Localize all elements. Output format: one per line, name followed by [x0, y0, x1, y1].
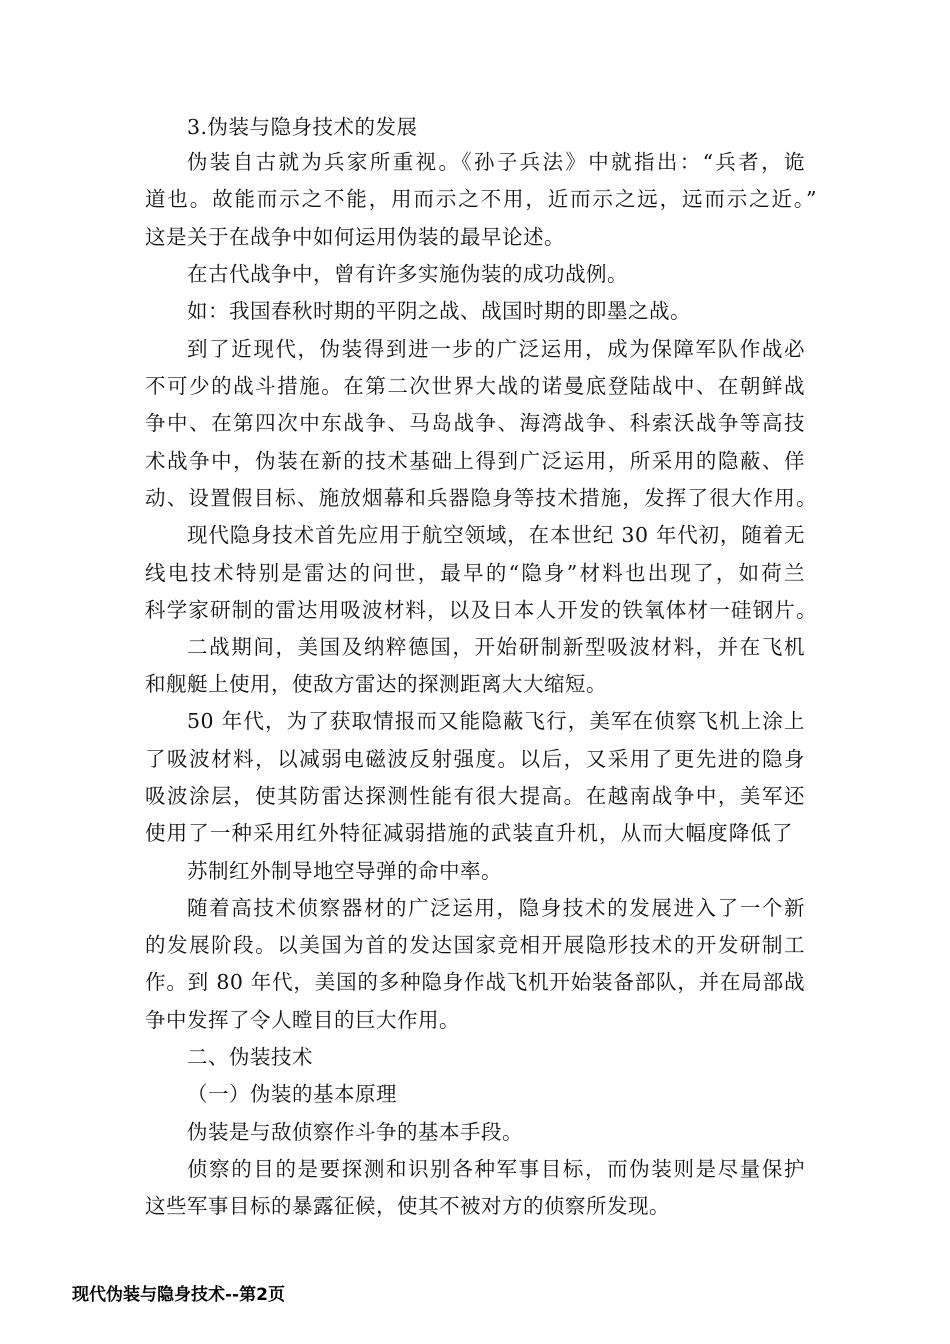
paragraph-line: 二战期间，美国及纳粹德国，开始研制新型吸波材料，并在飞机 [187, 635, 805, 659]
paragraph-line: 伪装是与敌侦察作斗争的基本手段。 [187, 1120, 523, 1144]
section-heading: 二、伪装技术 [187, 1045, 313, 1069]
subsection-heading: （一）伪装的基本原理 [187, 1082, 397, 1106]
paragraph-line: 科学家研制的雷达用吸波材料，以及日本人开发的铁氧体材一硅钢片。 [145, 598, 817, 622]
paragraph-line: 这些军事目标的暴露征候，使其不被对方的侦察所发现。 [145, 1194, 670, 1218]
paragraph-line: 侦察的目的是要探测和识别各种军事目标，而伪装则是尽量保护 [187, 1157, 805, 1181]
paragraph-line: 吸波涂层，使其防雷达探测性能有很大提高。在越南战争中，美军还 [145, 784, 805, 808]
paragraph-line: 作。到 80 年代，美国的多种隐身作战飞机开始装备部队，并在局部战 [145, 970, 805, 994]
paragraph-line: 这是关于在战争中如何运用伪装的最早论述。 [145, 225, 565, 249]
paragraph-line: 苏制红外制导地空导弹的命中率。 [187, 859, 502, 883]
paragraph-line: 线电技术特别是雷达的问世，最早的“隐身”材料也出现了，如荷兰 [145, 561, 805, 585]
paragraph-line: 50 年代，为了获取情报而又能隐蔽飞行，美军在侦察飞机上涂上 [187, 709, 805, 733]
paragraph-line: 道也。故能而示之不能，用而示之不用，近而示之远，远而示之近。” [145, 187, 817, 211]
paragraph-line: 争中、在第四次中东战争、马岛战争、海湾战争、科索沃战争等高技 [145, 411, 805, 435]
paragraph-line: 不可少的战斗措施。在第二次世界大战的诺曼底登陆战中、在朝鲜战 [145, 374, 805, 398]
section-heading: 3.伪装与隐身技术的发展 [187, 115, 418, 139]
paragraph-line: 在古代战争中，曾有许多实施伪装的成功战例。 [187, 262, 628, 286]
paragraph-line: 的发展阶段。以美国为首的发达国家竞相开展隐形技术的开发研制工 [145, 933, 805, 957]
paragraph-line: 随着高技术侦察器材的广泛运用，隐身技术的发展进入了一个新 [187, 896, 805, 920]
paragraph-line: 动、设置假目标、施放烟幕和兵器隐身等技术措施，发挥了很大作用。 [145, 486, 817, 510]
paragraph-line: 如：我国春秋时期的平阴之战、战国时期的即墨之战。 [187, 299, 691, 323]
paragraph-line: 争中发挥了令人瞠目的巨大作用。 [145, 1008, 460, 1032]
paragraph-line: 了吸波材料，以减弱电磁波反射强度。以后，又采用了更先进的隐身 [145, 747, 805, 771]
paragraph-line: 现代隐身技术首先应用于航空领域，在本世纪 30 年代初，随着无 [187, 523, 805, 547]
paragraph-line: 和舰艇上使用，使敌方雷达的探测距离大大缩短。 [145, 672, 607, 696]
paragraph-line: 术战争中，伪装在新的技术基础上得到广泛运用，所采用的隐蔽、佯 [145, 449, 805, 473]
paragraph-line: 伪装自古就为兵家所重视。《孙子兵法》中就指出：“兵者，诡 [187, 150, 805, 174]
paragraph-line: 使用了一种采用红外特征减弱措施的武装直升机，从而大幅度降低了 [145, 821, 793, 845]
page-footer: 现代伪装与隐身技术--第2页 [72, 1285, 285, 1305]
paragraph-line: 到了近现代，伪装得到进一步的广泛运用，成为保障军队作战必 [187, 337, 805, 361]
